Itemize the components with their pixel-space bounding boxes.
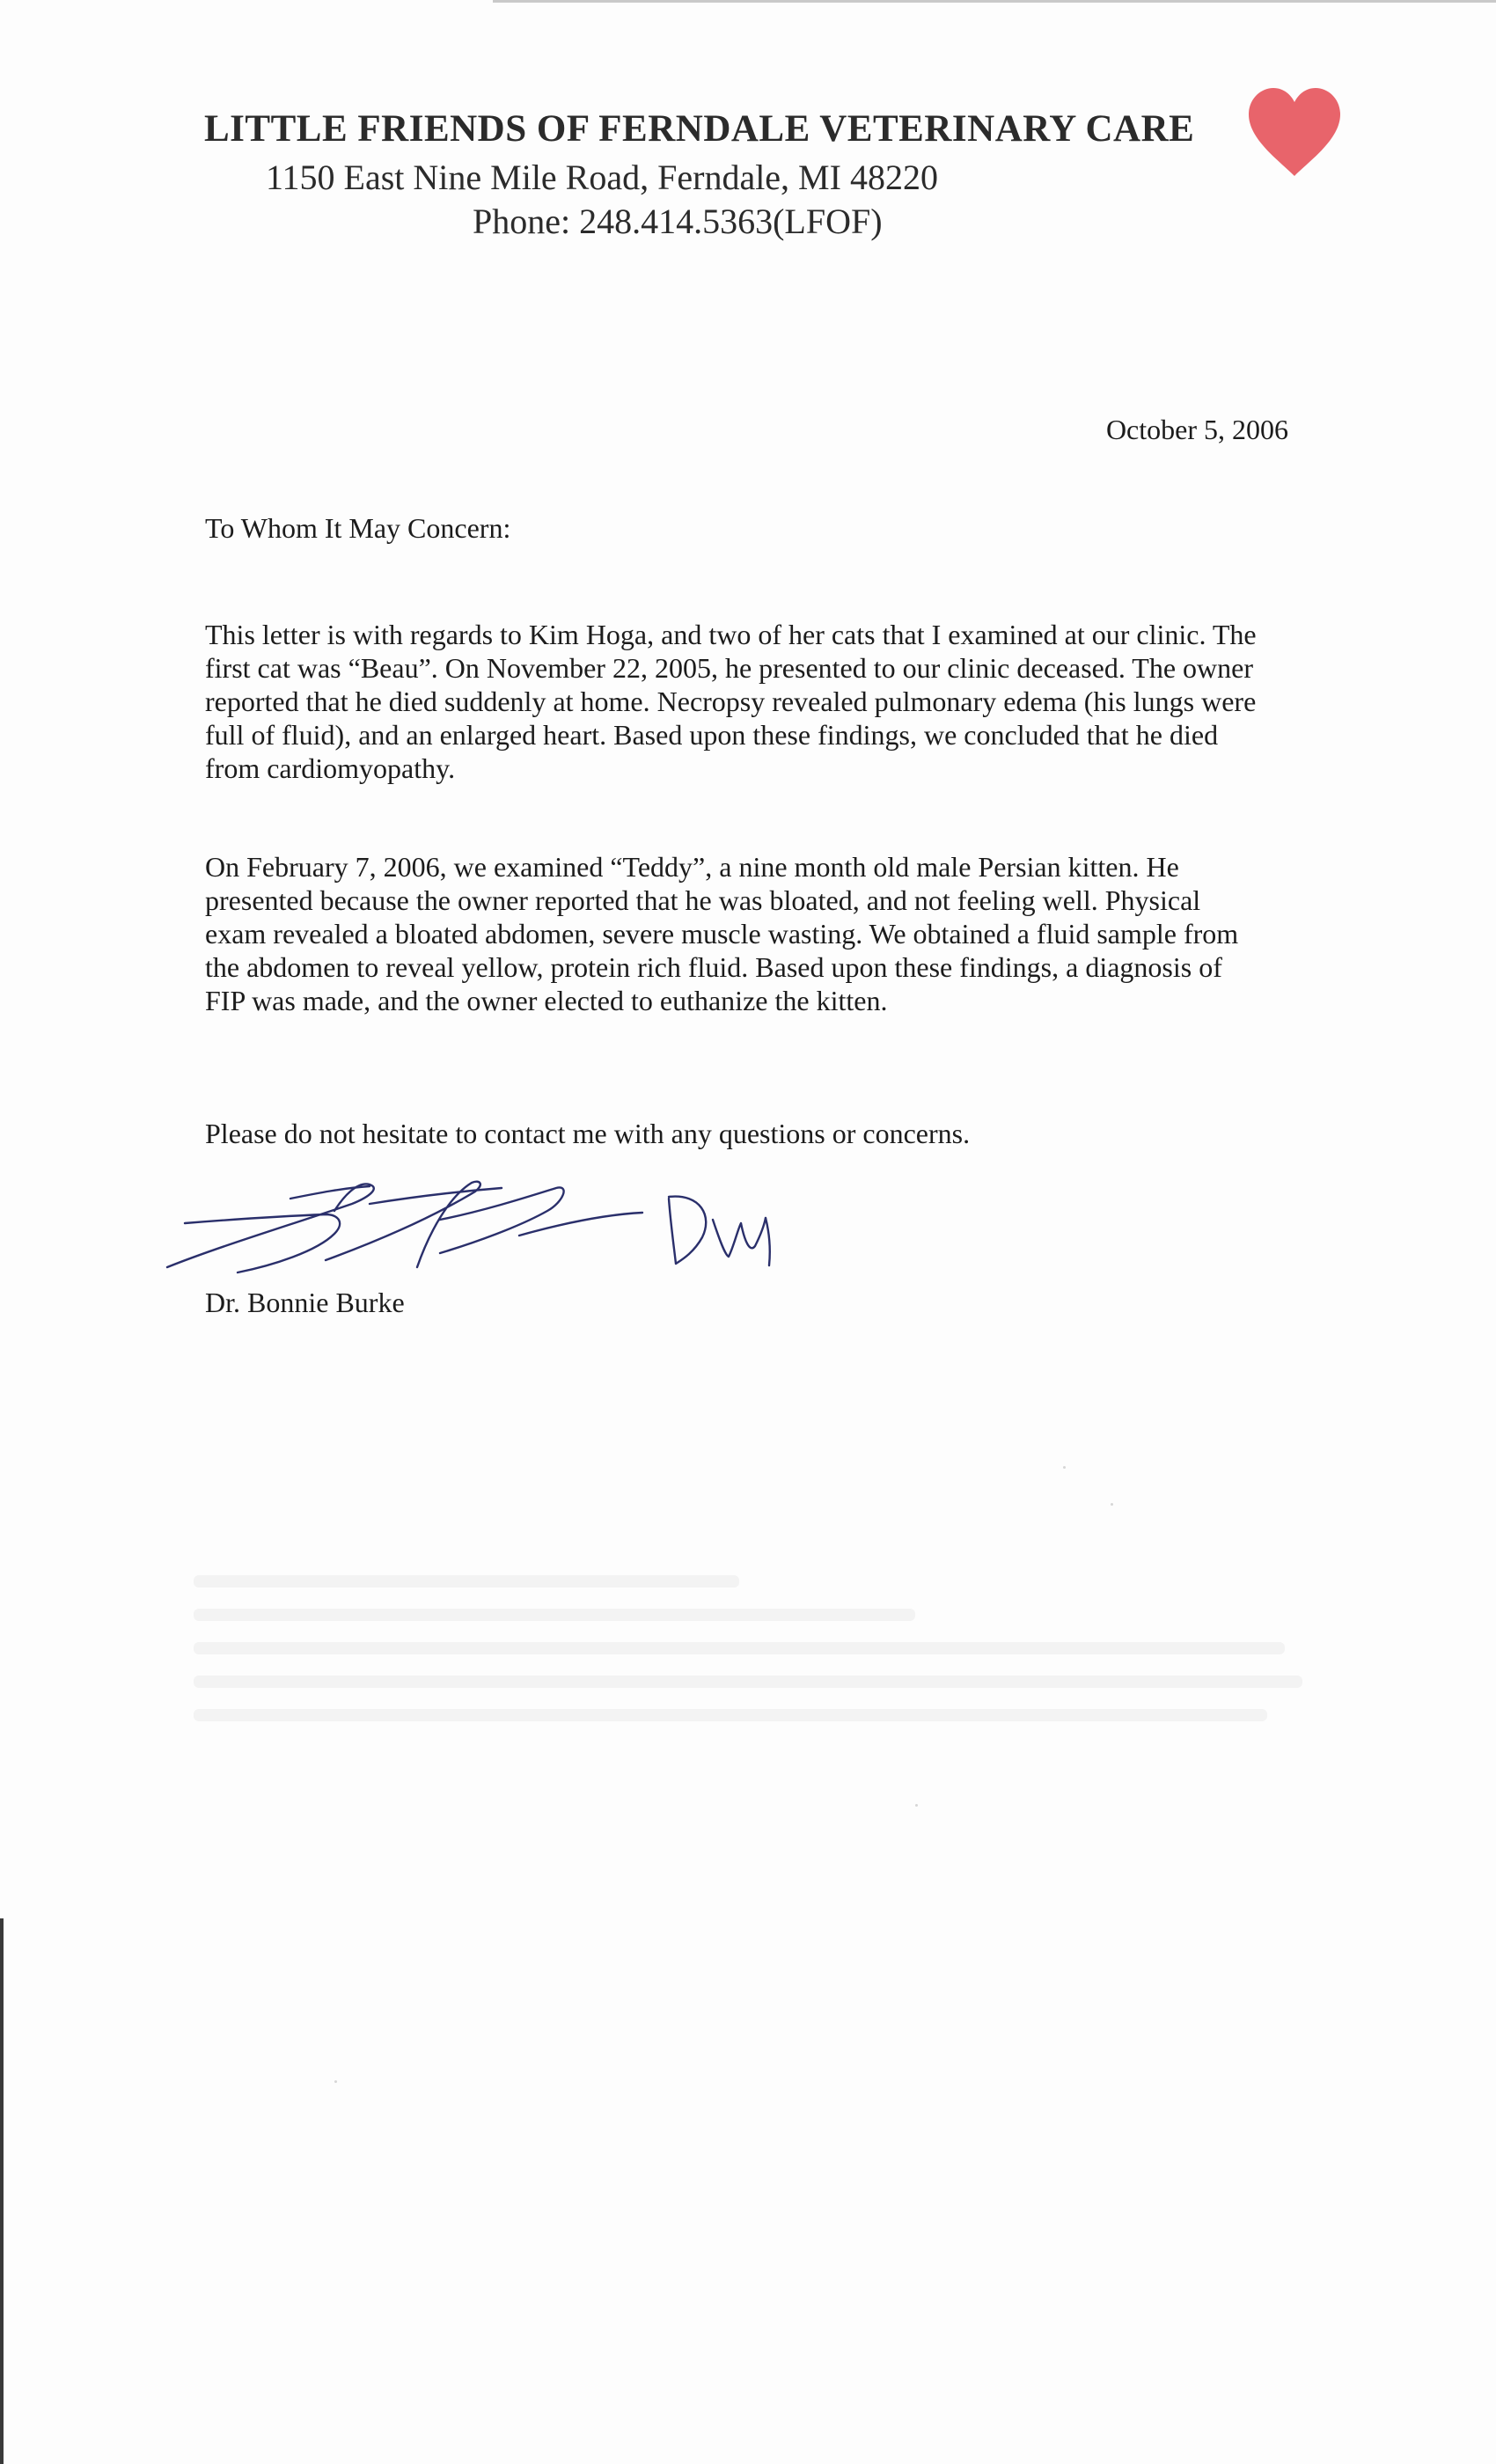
heart-icon (1243, 84, 1346, 180)
letter-date: October 5, 2006 (1105, 414, 1288, 445)
scan-speck (1111, 1503, 1113, 1506)
scan-speck (334, 2080, 337, 2083)
scan-edge-top (493, 0, 1496, 3)
paragraph-line: full of fluid), and an enlarged heart. Based upon these findings, we concluded that he died (205, 719, 1219, 751)
signature-image (150, 1162, 818, 1294)
paragraph-line: exam revealed a bloated abdomen, severe muscle wasting. We obtained a fluid sample from (205, 918, 1239, 950)
paragraph-line: On February 7, 2006, we examined “Teddy”, a nine month old male Persian kitten. He (205, 851, 1179, 883)
paragraph-beau (205, 618, 1349, 785)
paragraph-line: from cardiomyopathy. (205, 752, 456, 784)
paragraph-line: reported that he died suddenly at home. Necropsy revealed pulmonary edema (his lungs were (205, 686, 1257, 717)
paragraph-line: FIP was made, and the owner elected to euthanize the kitten. (205, 985, 888, 1016)
letterhead-phone: Phone: 248.414.5363(LFOF) (473, 202, 883, 241)
paragraph-line: first cat was “Beau”. On November 22, 2005, he presented to our clinic deceased. The owner (205, 652, 1253, 684)
paragraph-line: This letter is with regards to Kim Hoga, and two of her cats that I examined at our clinic. The (205, 619, 1257, 650)
letterhead-organization: LITTLE FRIENDS OF FERNDALE VETERINARY CARE (204, 108, 1195, 150)
scan-speck (915, 1804, 918, 1807)
letterhead-address: 1150 East Nine Mile Road, Ferndale, MI 48220 (266, 158, 938, 197)
paragraph-line: the abdomen to reveal yellow, protein rich fluid. Based upon these findings, a diagnosis of (205, 951, 1222, 983)
scan-speck (1063, 1466, 1066, 1469)
scan-edge-left (0, 1918, 4, 2464)
signer-name: Dr. Bonnie Burke (205, 1287, 405, 1318)
paragraph-line: presented because the owner reported that he was bloated, and not feeling well. Physical (205, 884, 1201, 916)
paragraph-teddy (205, 850, 1349, 1017)
show-through-text (185, 1566, 1329, 1760)
closing-line: Please do not hesitate to contact me with any questions or concerns. (205, 1118, 971, 1149)
salutation: To Whom It May Concern: (205, 512, 511, 544)
